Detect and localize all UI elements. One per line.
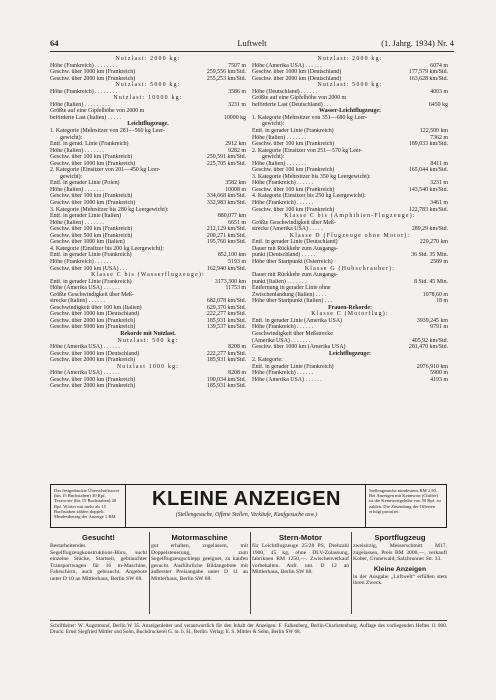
left-record-column	[50, 56, 246, 390]
record-value: 10000 kg	[223, 114, 246, 121]
record-label: Höhe (Frankreich) . . . . . .	[252, 180, 314, 187]
record-label: Geschw. über 100 km (Frankreich)	[252, 141, 335, 148]
record-label: Entf. in gerader Linie (Frankreich)	[50, 278, 132, 285]
record-value: 1078,60 m	[422, 291, 448, 298]
record-text: gewicht):	[262, 121, 285, 128]
record-value: 163,628 km/Std.	[408, 75, 448, 82]
record-value: 3939,245 km	[416, 317, 448, 324]
record-value: 3231 m	[228, 101, 246, 108]
record-value: 250,591 km/Std.	[206, 154, 246, 161]
record-label: Geschw. über 100 km (Frankreich)	[50, 193, 133, 200]
record-value: 11753 m	[225, 285, 246, 292]
classified-ad	[50, 532, 147, 582]
record-label: Geschw. über 2000 km (Deutschland)	[252, 75, 342, 82]
record-label: Geschw. über 5000 km (Frankreich)	[50, 324, 136, 331]
page-number: 64	[50, 38, 59, 48]
record-label: Geschw. über 100 km (Frankreich)	[252, 167, 335, 174]
record-value: 7362 m	[430, 134, 448, 141]
record-value: 6651 m	[228, 219, 246, 226]
record-row	[252, 298, 448, 305]
record-label: Geschw. über 1000 km (Amerika USA)	[252, 344, 346, 351]
record-label: Entf. in gerader Linie (Italien)	[50, 213, 122, 220]
record-label: Entf. in gerader Linie (Frankreich)	[50, 252, 132, 259]
record-text: 3. Kategorie (Mehrsitzer bis 280 kg Leergewicht):	[50, 206, 169, 213]
record-row	[252, 226, 448, 233]
record-label: Geschw. über 2000 km (Frankreich)	[50, 383, 136, 390]
record-text: 2. Kategorie (Einsitzer von 251—570 kg Leer-	[252, 147, 363, 154]
issue-info: (1. Jahrg. 1934) Nr. 4	[381, 38, 454, 48]
ad-divider	[250, 532, 251, 614]
record-value: 7507 m	[228, 62, 246, 69]
record-label: punkt (Deutschland) . . . . .	[252, 252, 315, 259]
record-value: 8208 m	[228, 370, 246, 377]
category-heading: Nutzlast: 2000 kg:	[317, 56, 383, 62]
classified-ads	[50, 532, 447, 630]
record-value: 143,540 km/Std.	[408, 186, 448, 193]
category-heading: Nutzlast: 500 kg:	[117, 337, 179, 344]
record-value: 225,705 km/Std.	[206, 160, 246, 167]
section-heading: Leichtflugzeuge.	[127, 121, 169, 128]
record-label: Höhe (Amerika USA) . . . . . .	[252, 376, 322, 383]
record-value: 222,277 km/Std.	[206, 350, 246, 357]
ad-heading: Motormaschine	[171, 533, 228, 542]
record-value: 185,931 km/Std.	[206, 383, 246, 390]
record-text: gewicht):	[60, 134, 83, 141]
ad-heading: Stern-Motor	[278, 533, 323, 542]
record-value: 880,077 km	[217, 213, 246, 220]
record-row	[252, 377, 448, 384]
record-label: Höhe (Amerika USA) . . . . . .	[50, 344, 120, 351]
record-value: 195,760 km/Std.	[206, 239, 246, 246]
record-row	[252, 239, 448, 246]
record-value: 3582 km	[225, 180, 246, 187]
record-label: Entf. in gerad. Linie (Frankreich)	[50, 141, 129, 148]
record-label: Höhe (Frankreich) . . . . . .	[252, 370, 314, 377]
banner-terms-text: Stellengesuche mindestens RM 2,50. Bei Anzeigen mit Kennwort (Chiffre) ist die Kennwortgebühr von 50 Rpf. zu zahlen. Die Zusendung der Offerten erfolgt portofrei.	[369, 488, 441, 514]
ad-text: Bestarbeitendes Segelflugzeugkonstruktions-Büro, sucht einzelne Stücke, Startseil, gebrauchter Transportwagen für 16 m-Maschine, Fahrschirm, auch gebraucht. Angebote unter D 10 an Mittlerhaus, Berlin SW 68.	[50, 543, 147, 582]
record-label: beförderte Last (Deutschland) . . .	[252, 101, 332, 108]
record-value: 8208 m	[228, 344, 246, 351]
record-row	[252, 324, 448, 331]
record-label: Geschw. über 100 km (USA) . . .	[50, 265, 128, 272]
record-label: Höhe (Italien) . . . . . . .	[50, 147, 104, 154]
record-label: Geschw. über 1000 km (Italien)	[50, 239, 125, 246]
record-label: Höhe (Frankreich) . . . . . . . .	[50, 88, 118, 95]
record-text: 4. Kategorie (Einsitzer bis 200 kg Leergewicht):	[50, 245, 164, 252]
record-label: Entf. in gerader Linie (Amerika USA)	[252, 317, 342, 324]
record-row	[252, 259, 448, 266]
record-label: Höhe (Frankreich) . . . . . . . .	[50, 62, 118, 69]
ad-heading: Kleine Anzeigen	[373, 565, 427, 573]
record-text: Geschwindigkeit über Meßstrecke	[252, 330, 333, 337]
record-label: Geschw. über 1000 km (Deutschland)	[50, 350, 140, 357]
record-text: Größte auf eine Gipfelhöhe von 2000 m	[50, 108, 145, 115]
banner-subtitle: (Stellengesuche, Offene Stellen, Verkäufe, Kaufgesuche usw.)	[175, 512, 318, 518]
category-heading: Klasse C bis (Wasserflugzeuge):	[91, 272, 205, 279]
record-value: 334,668 km/Std.	[206, 193, 246, 200]
record-label: Geschw. über 1000 km (Frankreich)	[50, 69, 136, 76]
record-label: Höhe (Italien) . . . . . . .	[50, 186, 104, 193]
record-label: Geschw. über 2000 km (Frankreich)	[50, 75, 136, 82]
page-header	[50, 38, 454, 50]
record-value: 2912 km	[225, 141, 246, 148]
record-label: strecke (Amerika USA) . . . . .	[252, 226, 323, 233]
record-value: 9791 m	[430, 324, 448, 331]
record-label: Höhe (Italien) . . . . . . . . .	[50, 101, 110, 108]
record-row	[252, 141, 448, 148]
record-label: Höhe (Italien) . . . . . . .	[252, 134, 306, 141]
record-value: 139,537 km/Std.	[206, 324, 246, 331]
section-heading: Wasser-Leichtflugzeuge:	[319, 108, 381, 115]
record-label: beförderte Last (Italien) . . . . .	[50, 114, 121, 121]
record-label: Geschw. über 1000 km (Frankreich)	[50, 160, 136, 167]
record-text: Größte auf eine Gipfelhöhe von 2000 m	[252, 95, 347, 102]
record-text: Entfernung in gerader Linie ohne	[252, 285, 331, 292]
record-value: 3461 m	[430, 200, 448, 207]
record-value: 185,931 km/Std.	[206, 357, 246, 364]
record-label: Geschw. über 500 km (Frankreich)	[50, 232, 133, 239]
record-value: 9282 m	[228, 147, 246, 154]
record-text: 3. Kategorie (Mehrsitzer bis 350 kg Leergewicht):	[252, 173, 371, 180]
category-heading: Nutzlast: 5000 kg:	[317, 82, 383, 89]
record-row	[252, 344, 448, 351]
ad-text: in der Ausgabe „Luftwelt“ erfüllen stets ihren Zweck.	[353, 573, 447, 586]
record-text: 2. Kategorie:	[252, 357, 283, 364]
record-value: 3173,300 km	[214, 278, 246, 285]
record-label: Zwischenlandung (Italien) . . . .	[252, 291, 327, 298]
record-value: 220,270 km	[419, 239, 448, 246]
record-value: 222,277 km/Std.	[206, 311, 246, 318]
record-label: Geschw. über 100 km (Frankreich)	[252, 206, 335, 213]
record-value: 190,034 km/Std.	[206, 376, 246, 383]
record-row	[50, 239, 246, 246]
record-value: 185,931 km/Std.	[206, 317, 246, 324]
category-heading: Nutzlast: 5000 kg:	[115, 82, 181, 89]
record-value: 8 Std. 45 Min.	[414, 278, 448, 285]
record-label: Höhe (Frankreich) . . . . . .	[252, 200, 314, 207]
record-value: 332,983 km/Std.	[206, 200, 246, 207]
record-text: 1. Kategorie (Mehrsitzer von 351—680 kg Leer-	[252, 114, 367, 121]
record-label: Entf. in gerader Linie (Frankreich)	[252, 363, 334, 370]
record-value: 5193 m	[228, 258, 246, 265]
record-label: Geschw. über 2000 km (Frankreich)	[50, 317, 136, 324]
category-heading: Klasse C bis (Amphibien-Flugzeuge):	[284, 213, 416, 220]
record-row	[50, 357, 246, 364]
record-value: 4003 m	[430, 88, 448, 95]
record-text: gewicht):	[60, 173, 83, 180]
record-value: 852,100 km	[217, 252, 246, 259]
record-value: 36 Std. 35 Min.	[411, 252, 448, 259]
category-heading: Nutzlast 1000 kg:	[116, 363, 180, 370]
record-value: 6074 m	[430, 62, 448, 69]
record-label: Geschw. über 100 km (Frankreich)	[252, 186, 335, 193]
classified-ad	[353, 532, 447, 587]
record-label: Höhe (Italien) . . . . . . .	[252, 160, 306, 167]
record-value: 18 m	[436, 298, 448, 305]
record-label: Höhe über Startpunkt (Italien) . . .	[252, 298, 332, 305]
record-value: 8411 m	[430, 160, 448, 167]
record-value: 4193 m	[430, 376, 448, 383]
record-row	[50, 383, 246, 390]
record-text: 1. Kategorie (Mehrsitzer von 281—560 kg Leer-	[50, 128, 165, 135]
record-value: 162,940 km/Std.	[206, 265, 246, 272]
ad-text: für Leichtflugzeuge 25/28 PS, Drehzahl 1900, 45 kg, ohne DLV-Zulassung, fabrikneu RM 1250,—. Zwischenverkauf vorbehalten. Anfr. unt. D 12 an Mittlerhaus, Berlin SW 68.	[252, 543, 349, 575]
record-row	[252, 167, 448, 174]
record-value: 10008 m	[225, 186, 246, 193]
category-heading: Klasse G (Hubschrauber):	[304, 265, 396, 272]
record-row	[50, 200, 246, 207]
record-value: 3586 m	[228, 88, 246, 95]
record-label: Entf. in gerader Linie (Polen)	[50, 180, 120, 187]
ad-divider	[149, 532, 150, 614]
record-row	[50, 324, 246, 331]
record-label: Entf. in gerader Linie (Deutschland)	[252, 239, 338, 246]
record-value: 3231 m	[430, 180, 448, 187]
record-label: punkt (Italien) . . . . . . .	[252, 278, 307, 285]
imprint-footer: Schriftleiter: W. Augstmond, Berlin W 35. Anzeigenleiter und verantwortlich für den Inhalt der Anzeigen: F. Falkenberg, Berlin-Charlottenburg. Auflage des vorliegenden Heftes 11 000. Druck: Ernst Siegfried Mittler und Sohn, Buchdruckerei G. m. b. H., Berlin. Verlag: E. S. Mittler & Sohn, Berlin SW 68.	[50, 620, 447, 635]
record-value: 682,078 km/Std.	[206, 298, 246, 305]
record-value: 212,129 km/Std.	[206, 226, 246, 233]
banner-pricing-text: Das festgedruckte Überschriftswort (bis 15 Buchstaben) 30 Rpf. Textworte (bis 15 Buchstaben) 20 Rpf. Wörter mit mehr als 15 Buchstaben zählen doppelt. Mindestbetrag der Anzeige 1 RM.	[54, 488, 120, 520]
record-label: Höhe (Deutschland) . . . . . .	[252, 88, 318, 95]
record-value: 122,783 km/Std.	[408, 206, 448, 213]
section-heading: Leichtflugzeuge:	[329, 350, 371, 357]
record-label: Höhe (Frankreich) . . . . . .	[252, 324, 314, 331]
section-heading: Rekorde mit Nutzlast.	[120, 330, 176, 337]
ad-divider	[351, 532, 352, 614]
record-text: 4. Kategorie (Einsitzer bis 250 kg Leergewicht):	[252, 193, 366, 200]
record-label: Höhe (Italien) . . . . . . .	[50, 219, 104, 226]
category-heading: Nutzlast: 2000 kg:	[115, 56, 181, 62]
record-text: Größte Geschwindigkeit über Meß-	[252, 219, 336, 226]
record-value: 281,470 km/Std.	[408, 344, 448, 351]
record-text: Dauer mit Rückkehr zum Ausgangs-	[252, 272, 339, 279]
record-value: 200,271 km/Std.	[206, 232, 246, 239]
record-value: 405,92 km/Std.	[411, 337, 448, 344]
record-value: 6450 kg	[428, 101, 448, 108]
record-label: Höhe (Frankreich) . . . . . .	[50, 258, 112, 265]
classifieds-banner	[50, 484, 447, 528]
classified-ad	[252, 532, 349, 576]
record-value: 259,556 km/Std.	[206, 69, 246, 76]
record-label: Geschw. über 1000 km (Frankreich)	[50, 376, 136, 383]
record-label: Höhe über Startpunkt (Österreich)	[252, 258, 333, 265]
record-text: Dauer mit Rückkehr zum Ausgangs-	[252, 245, 339, 252]
record-label: strecke (Italien) . . . . . .	[50, 298, 105, 305]
record-value: 189,033 km/Std.	[408, 141, 448, 148]
record-value: 2976,910 km	[416, 363, 448, 370]
record-label: Höhe (Amerika USA) . . . . . .	[50, 370, 120, 377]
record-label: Geschw. über 1000 km (Frankreich)	[50, 200, 136, 207]
banner-divider	[365, 485, 366, 527]
record-row	[50, 285, 246, 292]
record-value: 629,370 km/Std.	[206, 304, 246, 311]
record-text: Größte Geschwindigkeit über Meß-	[50, 291, 134, 298]
record-value: 289,29 km/Std.	[411, 226, 448, 233]
ad-heading: Gesucht!	[82, 533, 115, 542]
record-text: gewicht):	[262, 154, 285, 161]
category-heading: Klasse C (Motorflug):	[311, 311, 389, 318]
banner-divider	[125, 485, 126, 527]
ad-text: gut erhalten, zugelassen, mit Doppelsteuerung, zum Segelflugzeugschlepp geeignet, zu kaufen gesucht. Ausführliche Bildangebote mit äußerster Preisangabe unter D 11 an Mittlerhaus, Berlin SW 68.	[151, 543, 248, 582]
category-heading: Nutzlast: 10000 kg:	[113, 95, 183, 102]
ad-text: zweisitzig, Messerschmitt M17, zugelassen, Preis RM 3000,—, verkauft Kober, Grunewald, Salzbrunner Str. 33.	[353, 543, 447, 562]
classified-ad	[151, 532, 248, 582]
record-label: Geschw. über 1000 km (Deutschland)	[50, 311, 140, 318]
record-label: Höhe (Amerika USA) . . . . . .	[50, 285, 120, 292]
record-text: 2. Kategorie (Einsitzer von 201—450 kg Leer-	[50, 167, 161, 174]
magazine-title: Luftwelt	[237, 38, 267, 48]
record-value: 255,253 km/Std.	[206, 75, 246, 82]
ad-heading: Sportflugzeug	[374, 533, 426, 542]
record-value: 5900 m	[430, 370, 448, 377]
record-label: Geschw. über 1000 km (Deutschland)	[252, 69, 342, 76]
section-heading: Frauen-Rekorde:	[328, 304, 372, 311]
banner-title: KLEINE ANZEIGEN	[152, 488, 341, 510]
record-label: Geschw. über 100 km (Frankreich)	[50, 154, 133, 161]
record-label: Geschwindigkeit über 100 km (Italien)	[50, 304, 142, 311]
record-value: 165,044 km/Std.	[408, 167, 448, 174]
record-value: 122,500 km	[419, 128, 448, 135]
record-label: (Amerika USA) . . . . . . .	[252, 337, 311, 344]
record-label: Entf. in gerader Linie (Frankreich)	[252, 128, 334, 135]
record-value: 177,579 km/Std.	[408, 69, 448, 76]
record-label: Geschw. über 2000 km (Frankreich)	[50, 357, 136, 364]
record-value: 2589 m	[430, 258, 448, 265]
category-heading: Klasse D (Flugzeuge ohne Motor):	[289, 232, 411, 239]
record-label: Geschw. über 100 km (Frankreich)	[50, 226, 133, 233]
record-label: Höhe (Amerika USA) . . . . . .	[252, 62, 322, 69]
right-record-column	[252, 56, 448, 383]
header-rule	[50, 51, 454, 52]
